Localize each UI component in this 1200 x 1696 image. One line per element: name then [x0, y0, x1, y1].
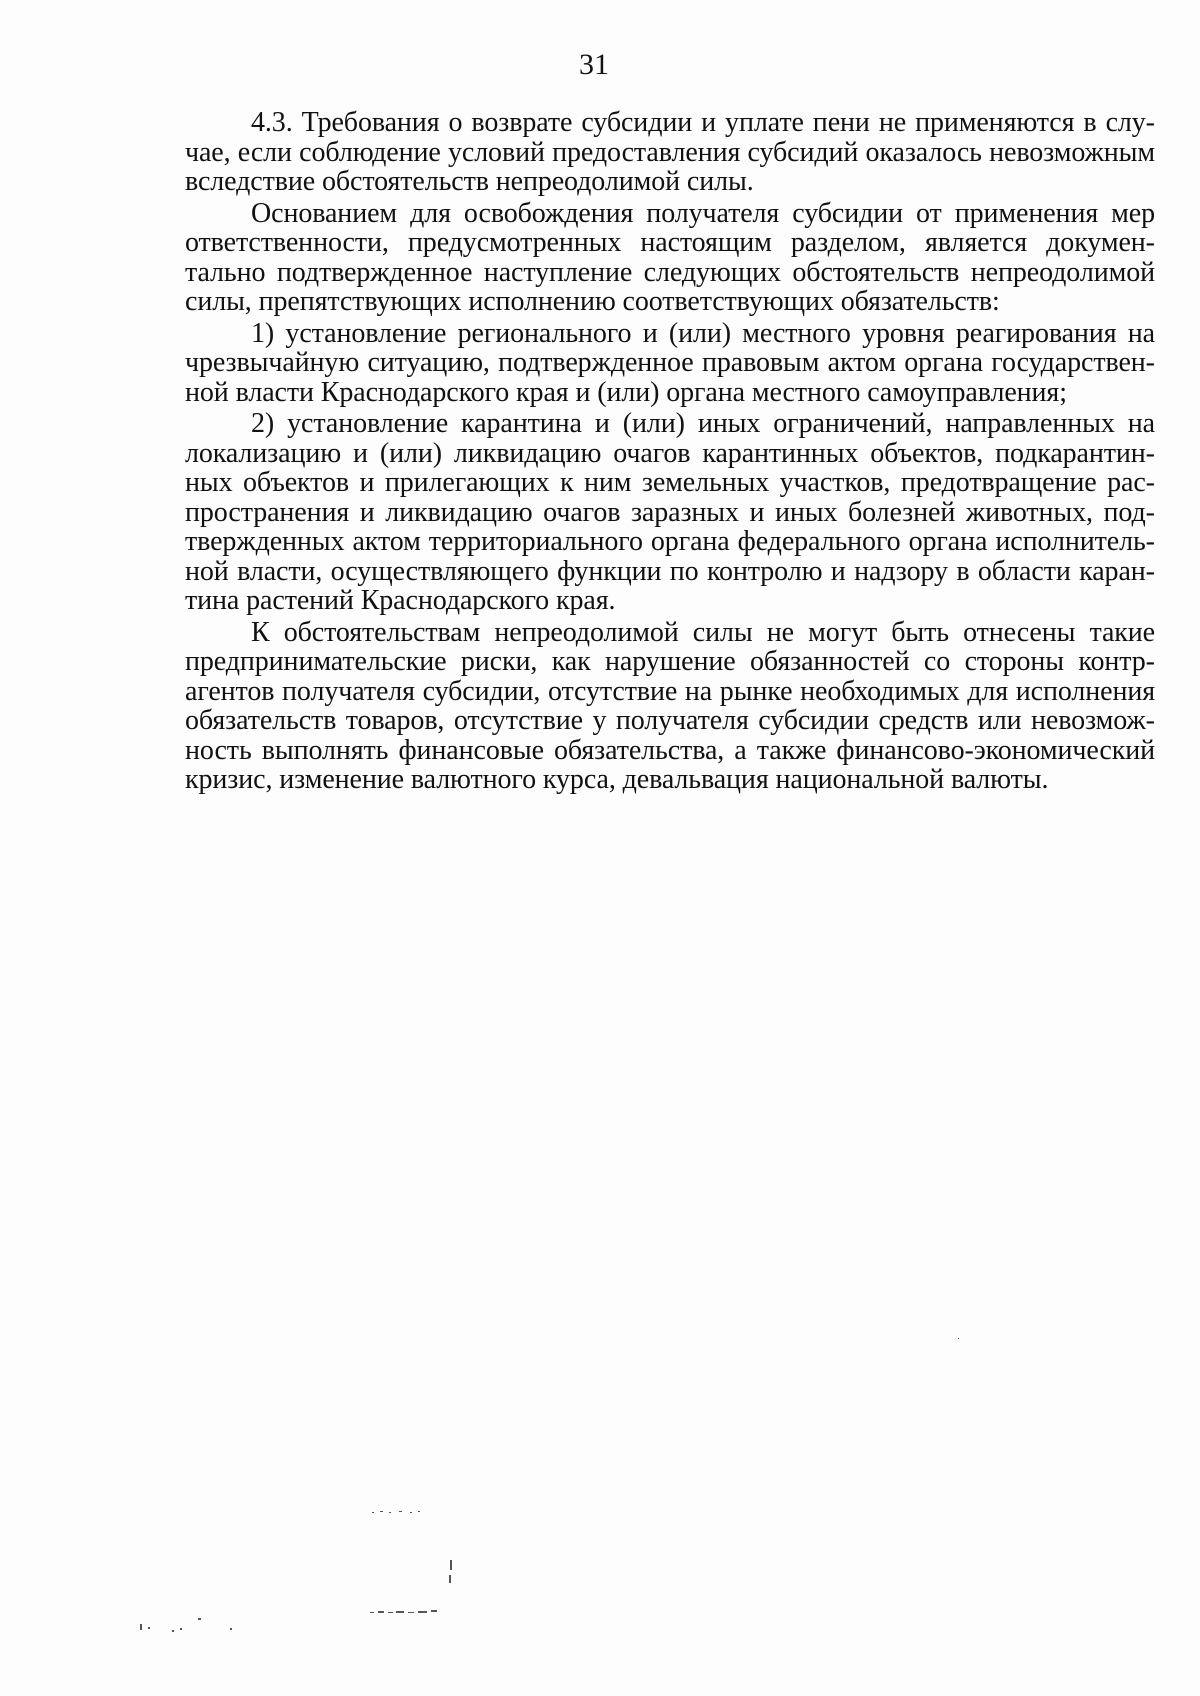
paragraph-4-3: 4.3. Требования о возврате субсидии и уплате пени не применяются в случае, если соблюдение условий предоставления субсидий оказалось невозможным вследствие обстоятельств непреодолимой силы. [185, 107, 1155, 197]
scan-speckles [140, 1338, 959, 1632]
paragraph-item-2: 2) установление карантина и (или) иных ограничений, направленных на локализацию и (или) ликвидацию очагов карантинных объектов, подкарантинных объектов и прилегающих к ним земельных участков, предотвращение распространения и ликвидацию очагов заразных и иных болезней животных, подтвержденных актом территориального органа федерального органа исполнительной власти, осуществляющего функции по контролю и надзору в области карантина растений Краснодарского края. [185, 408, 1155, 616]
paragraph-exclusions: К обстоятельствам непреодолимой силы не могут быть отнесены такие предпринимательские риски, как нарушение обязанностей со стороны контрагентов получателя субсидии, отсутствие на рынке необходимых для исполнения обязательств товаров, отсутствие у получателя субсидии средств или невозможность выполнять финансовые обязательства, а также финансово-экономический кризис, изменение валютного курса, девальвация национальной валюты. [185, 616, 1155, 795]
document-body [185, 108, 1155, 797]
paragraph-grounds: Основанием для освобождения получателя субсидии от применения мер ответственности, предусмотренных настоящим разделом, является документально подтвержденное наступление следующих обстоятельств непреодолимой силы, препятствующих исполнению соответствующих обязательств: [185, 197, 1155, 317]
paragraph-item-1: 1) установление регионального и (или) местного уровня реагирования на чрезвычайную ситуацию, подтвержденное правовым актом органа государственной власти Краснодарского края и (или) органа местного самоуправления; [185, 317, 1155, 408]
page-number: 31 [579, 48, 609, 81]
